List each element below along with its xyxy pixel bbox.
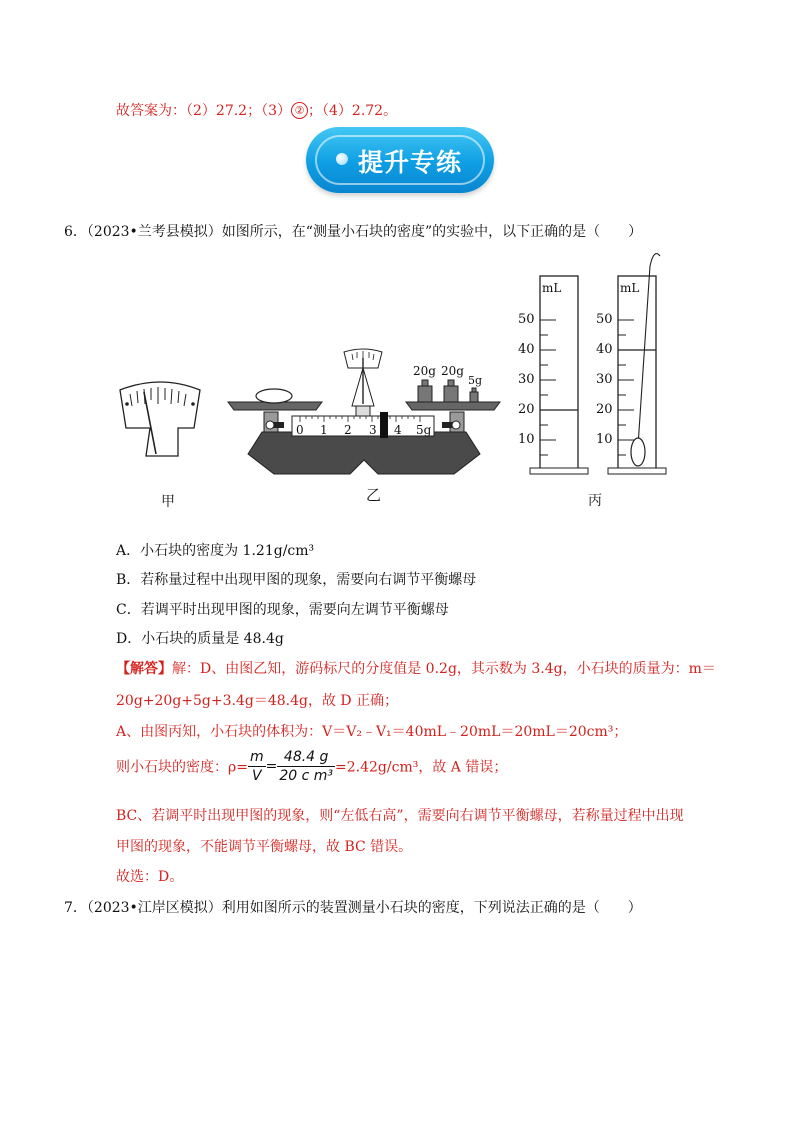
solution-line-5: BC、若调平时出现甲图的现象，则“左低右高”，需要向右调节平衡螺母，若称量过程中出现 xyxy=(116,808,684,824)
formula-equals: = xyxy=(265,758,278,775)
cyl1-tick-30: 30 xyxy=(518,372,535,387)
cyl1-tick-40: 40 xyxy=(518,342,535,357)
cyl2-tick-50: 50 xyxy=(596,312,613,327)
cyl1-tick-50: 50 xyxy=(518,312,535,327)
scale-tick-1: 1 xyxy=(320,423,328,437)
cyl1-tick-20: 20 xyxy=(518,402,535,417)
fraction-values: $\frac{48.4 g}{\text{20 c m³}}$ xyxy=(279,749,334,784)
cylinder2-unit: mL xyxy=(620,281,640,295)
formula-prefix: 则小石块的密度：ρ= xyxy=(116,759,248,776)
solution-line-6: 甲图的现象，不能调节平衡螺母，故 BC 错误。 xyxy=(116,839,413,855)
option-c: C．若调平时出现甲图的现象，需要向左调节平衡螺母 xyxy=(116,602,449,618)
cyl2-tick-40: 40 xyxy=(596,342,613,357)
banner-title: 提升专练 xyxy=(358,148,463,177)
density-formula xyxy=(116,748,507,785)
scale-tick-4: 4 xyxy=(394,423,402,437)
weight-label-1: 20g xyxy=(413,364,436,378)
cyl2-tick-20: 20 xyxy=(596,402,613,417)
scale-tick-5: 5g xyxy=(416,423,432,437)
cyl2-tick-30: 30 xyxy=(596,372,613,387)
scale-tick-3: 3 xyxy=(369,423,377,437)
label-bing: 丙 xyxy=(588,493,602,509)
bubble-icon xyxy=(336,153,348,165)
solution-line-2: 20g+20g+5g+3.4g＝48.4g，故 D 正确； xyxy=(116,693,399,709)
weight-label-2: 20g xyxy=(441,364,464,378)
scale-tick-0: 0 xyxy=(296,423,304,437)
solution-line-3: A、由图丙知，小石块的体积为：V＝V₂﹣V₁＝40mL﹣20mL＝20mL＝20cm³； xyxy=(116,724,628,740)
option-b: B．若称量过程中出现甲图的现象，需要向右调节平衡螺母 xyxy=(116,572,477,588)
label-jia: 甲 xyxy=(161,494,175,510)
cyl2-tick-10: 10 xyxy=(596,432,613,447)
formula-suffix: =2.42g/cm³，故 A 错误； xyxy=(335,759,508,776)
scale-tick-2: 2 xyxy=(344,423,352,437)
cyl1-tick-10: 10 xyxy=(518,432,535,447)
option-a: A．小石块的密度为 1.21g/cm³ xyxy=(116,543,315,559)
previous-answer-line xyxy=(116,100,397,120)
q6-stem: 6．（2023•兰考县模拟）如图所示，在“测量小石块的密度”的实验中，以下正确的是（ ） xyxy=(64,224,643,240)
practice-banner xyxy=(306,127,494,193)
figure-jia-pointer xyxy=(116,378,204,460)
answer-suffix: ；（4）2.72。 xyxy=(308,103,398,119)
weight-label-3: 5g xyxy=(468,374,483,387)
cylinder1-unit: mL xyxy=(542,281,562,295)
label-yi: 乙 xyxy=(366,486,382,504)
answer-prefix: 故答案为：（2）27.2；（3） xyxy=(116,103,291,119)
circled-answer: ② xyxy=(291,102,308,119)
solution-text-1: 解：D、由图乙知，游码标尺的分度值是 0.2g，其示数为 3.4g，小石块的质量为：m＝ xyxy=(172,661,716,677)
q7-stem: 7．（2023•江岸区模拟）利用如图所示的装置测量小石块的密度，下列说法正确的是（ ） xyxy=(64,900,642,916)
solution-line-7: 故选：D。 xyxy=(116,869,184,885)
solution-tag: 【解答】 xyxy=(116,661,172,677)
solution-line-1 xyxy=(116,658,716,678)
fraction-m-over-v: $\frac{m}{V}$ xyxy=(249,749,264,784)
option-d: D．小石块的质量是 48.4g xyxy=(116,631,284,647)
